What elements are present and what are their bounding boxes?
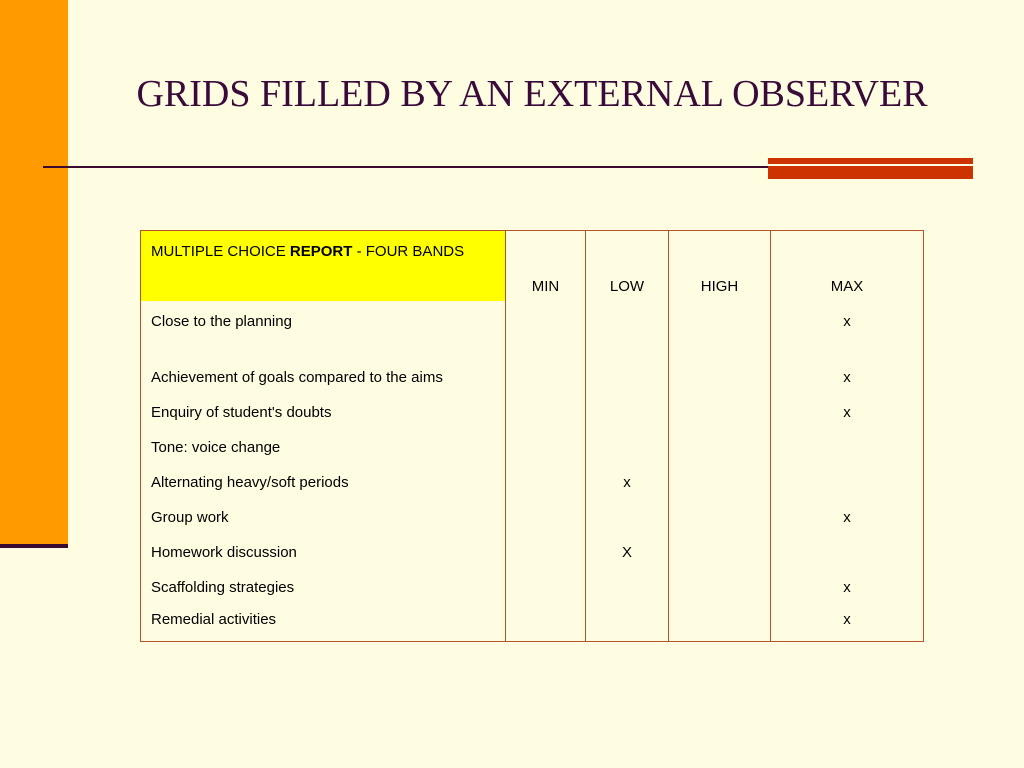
cell-high bbox=[669, 532, 771, 567]
cell-min bbox=[506, 462, 586, 497]
header-label-prefix: MULTIPLE CHOICE bbox=[151, 243, 290, 260]
cell-low bbox=[586, 567, 669, 602]
cell-high bbox=[669, 392, 771, 427]
cell-max: x bbox=[771, 497, 924, 532]
cell-min bbox=[506, 336, 586, 392]
row-label: Enquiry of student's doubts bbox=[141, 392, 506, 427]
cell-low bbox=[586, 301, 669, 336]
table-row bbox=[141, 567, 924, 602]
row-label: Achievement of goals compared to the aims bbox=[141, 336, 506, 392]
cell-low bbox=[586, 392, 669, 427]
cell-max: x bbox=[771, 392, 924, 427]
cell-min bbox=[506, 602, 586, 642]
column-header-max: MAX bbox=[771, 231, 924, 302]
cell-low bbox=[586, 427, 669, 462]
table-row bbox=[141, 392, 924, 427]
cell-max: x bbox=[771, 602, 924, 642]
grid-header-row bbox=[141, 231, 924, 302]
side-bar-divider bbox=[0, 544, 68, 548]
cell-min bbox=[506, 532, 586, 567]
header-label-bold: REPORT bbox=[289, 243, 353, 260]
cell-high bbox=[669, 427, 771, 462]
cell-max bbox=[771, 462, 924, 497]
row-label: Remedial activities bbox=[141, 602, 506, 642]
cell-min bbox=[506, 497, 586, 532]
table-row bbox=[141, 427, 924, 462]
grid-header-label bbox=[141, 231, 506, 302]
cell-max bbox=[771, 532, 924, 567]
cell-low bbox=[586, 602, 669, 642]
title-accent-stripe bbox=[768, 164, 973, 166]
cell-max: x bbox=[771, 301, 924, 336]
cell-max bbox=[771, 427, 924, 462]
cell-low bbox=[586, 336, 669, 392]
cell-high bbox=[669, 497, 771, 532]
table-row bbox=[141, 462, 924, 497]
table-row bbox=[141, 336, 924, 392]
column-header-low: LOW bbox=[586, 231, 669, 302]
row-label: Close to the planning bbox=[141, 301, 506, 336]
row-label: Homework discussion bbox=[141, 532, 506, 567]
grid-body bbox=[141, 301, 924, 642]
row-label: Tone: voice change bbox=[141, 427, 506, 462]
row-label: Scaffolding strategies bbox=[141, 567, 506, 602]
slide-title: GRIDS FILLED BY AN EXTERNAL OBSERVER bbox=[136, 73, 928, 115]
table-row bbox=[141, 532, 924, 567]
cell-high bbox=[669, 602, 771, 642]
cell-high bbox=[669, 336, 771, 392]
observation-grid bbox=[140, 230, 924, 642]
cell-max: x bbox=[771, 336, 924, 392]
title-underline bbox=[43, 166, 769, 168]
cell-high bbox=[669, 567, 771, 602]
cell-min bbox=[506, 567, 586, 602]
cell-low: x bbox=[586, 462, 669, 497]
cell-min bbox=[506, 427, 586, 462]
title-accent-bar bbox=[768, 158, 973, 179]
table-row bbox=[141, 301, 924, 336]
cell-high bbox=[669, 462, 771, 497]
cell-high bbox=[669, 301, 771, 336]
row-label: Alternating heavy/soft periods bbox=[141, 462, 506, 497]
cell-low: X bbox=[586, 532, 669, 567]
table-row bbox=[141, 602, 924, 642]
cell-min bbox=[506, 392, 586, 427]
table-row bbox=[141, 497, 924, 532]
column-header-high: HIGH bbox=[669, 231, 771, 302]
cell-min bbox=[506, 301, 586, 336]
row-label: Group work bbox=[141, 497, 506, 532]
header-label-suffix: - FOUR BANDS bbox=[352, 243, 465, 260]
cell-max: x bbox=[771, 567, 924, 602]
column-header-min: MIN bbox=[506, 231, 586, 302]
cell-low bbox=[586, 497, 669, 532]
